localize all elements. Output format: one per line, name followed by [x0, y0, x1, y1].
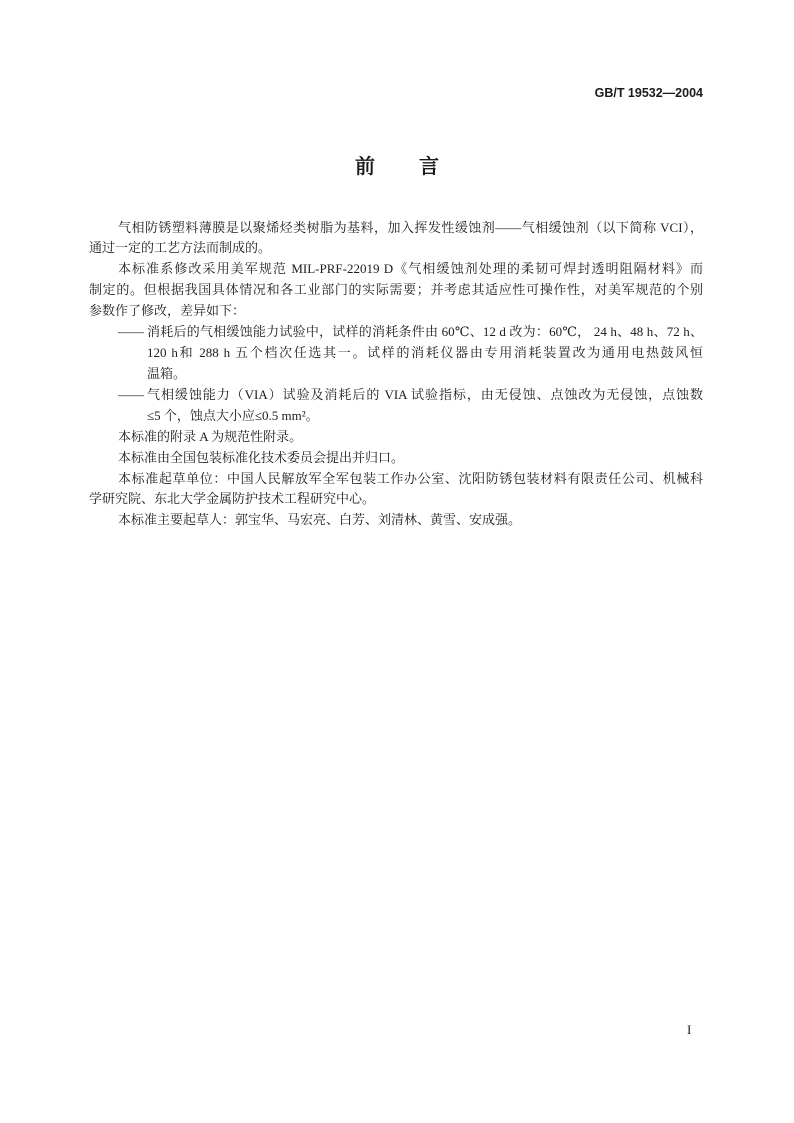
paragraph-line: 120 h和 288 h 五个档次任选其一。试样的消耗仪器由专用消耗装置改为通用电热鼓风恒 [147, 345, 703, 361]
list-item [89, 385, 703, 427]
paragraph-line: 本标准起草单位：中国人民解放军全军包装工作办公室、沈阳防锈包装材料有限责任公司、机械科 [118, 470, 703, 486]
paragraph-line: 通过一定的工艺方法而制成的。 [89, 240, 272, 256]
paragraph-line: 参数作了修改，差异如下： [89, 303, 246, 319]
paragraph-line: ≤5 个，蚀点大小应≤0.5 mm²。 [147, 407, 319, 423]
document-body [89, 218, 703, 532]
paragraph-line: 本标准系修改采用美军规范 MIL-PRF-22019 D《气相缓蚀剂处理的柔韧可焊封透明阻隔材料》而 [118, 261, 703, 277]
page-title: 前 言 [355, 154, 451, 178]
paragraph [89, 448, 703, 469]
list-item-first-line [89, 322, 703, 343]
paragraph-line: 气相缓蚀能力（VIA）试验及消耗后的 VIA 试验指标，由无侵蚀、点蚀改为无侵蚀，点蚀数 [147, 386, 703, 402]
paragraph-line: 本标准的附录 A 为规范性附录。 [118, 428, 303, 444]
list-item-first-line [89, 385, 703, 406]
paragraph-line: 消耗后的气相缓蚀能力试验中，试样的消耗条件由 60℃、12 d 改为：60℃， 24 h、48 h、72 h、 [147, 324, 703, 340]
paragraph [89, 510, 703, 531]
paragraph-line: 学研究院、东北大学金属防护技术工程研究中心。 [89, 491, 376, 507]
paragraph [89, 259, 703, 322]
paragraph [89, 218, 703, 260]
paragraph-line: 本标准主要起草人：郭宝华、马宏亮、白芳、刘清林、黄雪、安成强。 [118, 512, 522, 528]
list-dash: —— [118, 386, 144, 402]
paragraph [89, 427, 703, 448]
standard-code: GB/T 19532—2004 [594, 86, 703, 100]
paragraph [89, 469, 703, 511]
list-item [89, 322, 703, 385]
paragraph-line: 温箱。 [147, 365, 187, 381]
list-dash: —— [118, 324, 144, 340]
paragraph-line: 气相防锈塑料薄膜是以聚烯烃类树脂为基料，加入挥发性缓蚀剂——气相缓蚀剂（以下简称 VCI）， [118, 219, 703, 235]
page-number: I [687, 1022, 692, 1037]
paragraph-line: 制定的。但根据我国具体情况和各工业部门的实际需要；并考虑其适应性可操作性，对美军规范的个别 [89, 282, 703, 298]
paragraph-line: 本标准由全国包装标准化技术委员会提出并归口。 [118, 449, 405, 465]
